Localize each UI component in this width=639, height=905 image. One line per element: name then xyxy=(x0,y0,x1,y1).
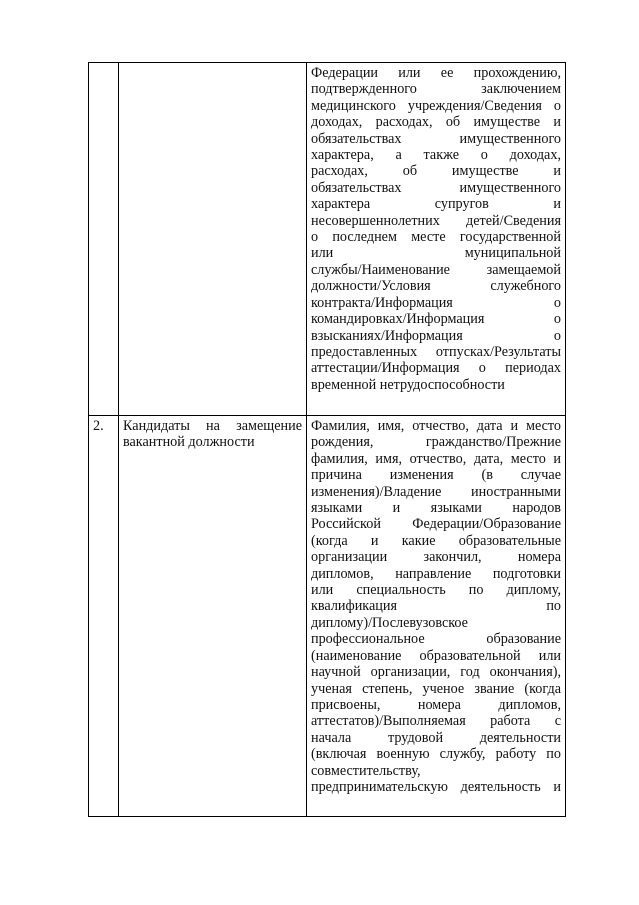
text-line: характера, а также о доходах, xyxy=(311,147,561,164)
text-line: (когда и какие образовательные xyxy=(311,532,561,549)
category-cell xyxy=(119,416,307,817)
text-line: Федерации или ее прохождению, xyxy=(311,65,561,81)
data-list-text xyxy=(311,65,561,393)
data-list-cell xyxy=(307,416,566,817)
text-line: присвоены, номера дипломов, xyxy=(311,696,561,713)
text-line: аттестатов)/Выполняемая работа с xyxy=(311,713,561,730)
text-line: контракта/Информация о xyxy=(311,294,561,311)
data-list-text xyxy=(311,418,561,795)
text-line: командировках/Информация о xyxy=(311,311,561,328)
text-line: фамилия, имя, отчество, дата, место и xyxy=(311,450,561,467)
text-line: о последнем месте государственной xyxy=(311,229,561,246)
category-text xyxy=(123,418,302,451)
text-line: подтвержденного заключением xyxy=(311,81,561,98)
text-line: службы/Наименование замещаемой xyxy=(311,261,561,278)
text-line: (наименование образовательной или xyxy=(311,647,561,664)
text-line: или муниципальной xyxy=(311,245,561,262)
table-row xyxy=(89,63,566,416)
text-line: медицинского учреждения/Сведения о xyxy=(311,97,561,114)
row-number: 2. xyxy=(93,418,104,434)
text-line: совместительству, xyxy=(311,762,421,779)
text-line: вакантной должности xyxy=(123,434,255,451)
text-line: профессиональное образование xyxy=(311,631,561,648)
text-line: научной организации, год окончания), xyxy=(311,664,561,681)
text-line: Российской Федерации/Образование xyxy=(311,516,561,533)
text-line: характера супругов и xyxy=(311,196,561,213)
data-list-cell xyxy=(307,63,566,416)
text-line: должности/Условия служебного xyxy=(311,278,561,295)
text-line: предпринимательскую деятельность и xyxy=(311,778,561,795)
text-line: дипломов, направление подготовки xyxy=(311,565,561,582)
text-line: изменения)/Владение иностранными xyxy=(311,483,561,500)
text-line: предоставленных отпусках/Результаты xyxy=(311,343,561,360)
text-line: аттестации/Информация о периодах xyxy=(311,360,561,377)
text-line: ученая степень, ученое звание (когда xyxy=(311,680,561,697)
table-row xyxy=(89,416,566,817)
text-line: Фамилия, имя, отчество, дата и место xyxy=(311,418,561,434)
text-line: доходах, расходах, об имуществе и xyxy=(311,114,561,131)
text-line: языками и языками народов xyxy=(311,500,561,517)
text-line: причина изменения (в случае xyxy=(311,467,561,484)
data-categories-table xyxy=(88,62,566,817)
text-line: Кандидаты на замещение xyxy=(123,418,302,434)
text-line: обязательствах имущественного xyxy=(311,130,561,147)
text-line: обязательствах имущественного xyxy=(311,179,561,196)
text-line: или специальность по диплому, xyxy=(311,582,561,599)
text-line: несовершеннолетних детей/Сведения xyxy=(311,212,561,229)
row-number-cell xyxy=(89,63,119,416)
row-number-cell xyxy=(89,416,119,817)
text-line: рождения, гражданство/Прежние xyxy=(311,434,561,451)
text-line: расходах, об имуществе и xyxy=(311,163,561,180)
text-line: временной нетрудоспособности xyxy=(311,376,505,393)
text-line: начала трудовой деятельности xyxy=(311,729,561,746)
category-cell xyxy=(119,63,307,416)
text-line: (включая военную службу, работу по xyxy=(311,746,561,763)
text-line: организации закончил, номера xyxy=(311,549,561,566)
text-line: квалификация по xyxy=(311,598,561,615)
text-line: диплому)/Послевузовское xyxy=(311,614,468,631)
text-line: взысканиях/Информация о xyxy=(311,327,561,344)
